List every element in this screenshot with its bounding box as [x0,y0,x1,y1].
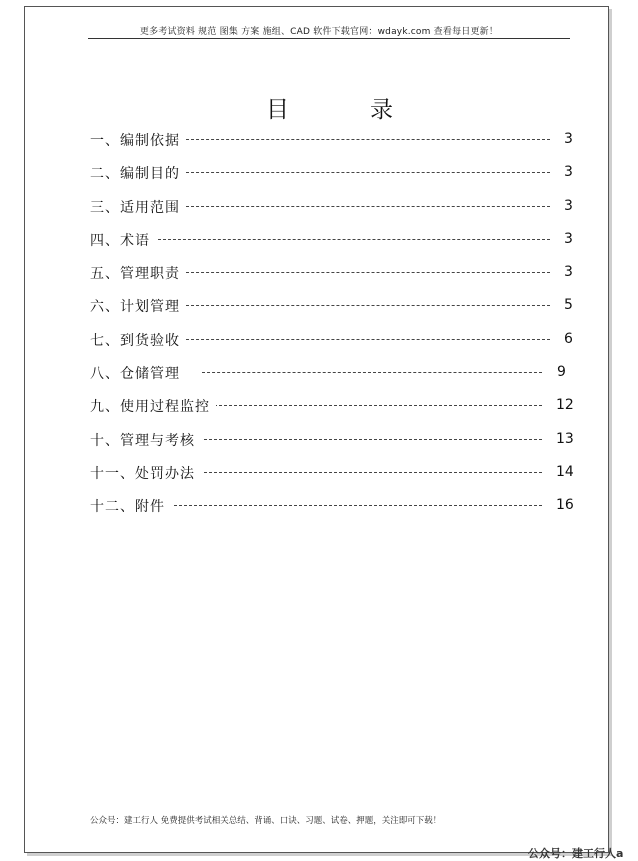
toc-title-char-2: 录 [370,97,393,123]
toc-entry-page: 6 [564,330,573,347]
toc-leader-dots [186,339,550,340]
toc-entry-label: 一、编制依据 [90,130,186,150]
toc-entry-page: 3 [564,197,573,214]
page-header-text: 更多考试资料 规范 图集 方案 施组、CAD 软件下载官网：wdayk.com 查看每日更新！ [139,27,499,37]
toc-leader-dots [186,206,550,207]
toc-entry[interactable] [90,228,580,261]
toc-entry[interactable] [90,328,580,361]
page-footer-text: 公众号：建工行人 免费提供考试相关总结、背诵、口诀、习题、试卷、押题，关注即可下载！ [90,816,442,826]
toc-leader-dots [204,472,542,473]
toc-entry[interactable] [90,261,580,294]
toc-entry[interactable] [90,428,580,461]
toc-entry-label: 三、适用范围 [90,197,186,217]
toc-entry-label: 四、术语 [90,230,156,250]
toc-entry-label: 九、使用过程监控 [90,396,216,416]
toc-entry-label: 二、编制目的 [90,163,186,183]
toc-entry-page: 14 [556,463,574,480]
toc-entry-page: 3 [564,264,573,281]
page-shadow-right [609,9,612,855]
page-shadow-bottom [27,853,612,856]
toc-entry[interactable] [90,361,580,394]
toc-entry[interactable] [90,394,580,427]
toc-leader-dots [158,239,550,240]
toc-entry-label: 六、计划管理 [90,296,186,316]
toc-entry-page: 5 [564,297,573,314]
toc-entry-page: 9 [557,364,566,381]
toc-leader-dots [186,172,550,173]
toc-entry[interactable] [90,461,580,494]
watermark-text: 公众号：建工行人a [528,847,624,860]
toc-entry-label: 十、管理与考核 [90,430,201,450]
toc-entry-page: 16 [556,497,574,514]
toc-title-char-1: 目 [266,97,289,123]
toc-leader-dots [186,305,550,306]
header-divider [88,38,570,39]
toc-leader-dots [204,439,542,440]
toc-entry-page: 3 [564,230,573,247]
toc-entry-label: 七、到货验收 [90,330,186,350]
toc-entry[interactable] [90,294,580,327]
toc-entry[interactable] [90,161,580,194]
toc-entry[interactable] [90,128,580,161]
toc-entry-label: 十一、处罚办法 [90,463,201,483]
toc-entry-page: 3 [564,164,573,181]
toc-entry[interactable] [90,195,580,228]
toc-leader-dots [174,505,542,506]
toc-leader-dots [186,272,550,273]
toc-entry-label: 八、仓储管理 [90,363,186,383]
toc-entry-page: 12 [556,397,574,414]
toc-leader-dots [214,405,542,406]
toc-entry-page: 13 [556,430,574,447]
toc-entry-page: 3 [564,131,573,147]
toc-title [260,91,400,121]
toc-leader-dots [202,372,542,373]
toc-list [90,128,580,528]
toc-entry[interactable] [90,494,580,527]
toc-leader-dots [186,139,550,140]
toc-entry-label: 十二、附件 [90,496,171,516]
toc-entry-label: 五、管理职责 [90,263,186,283]
